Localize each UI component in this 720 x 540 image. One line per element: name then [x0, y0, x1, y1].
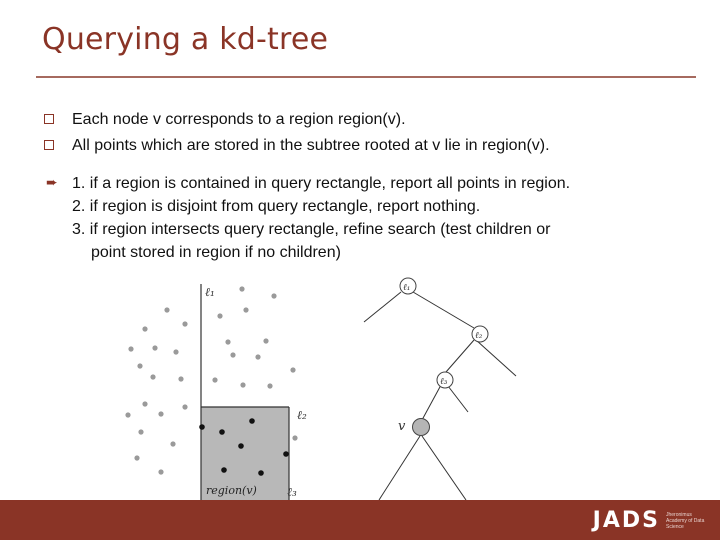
point: [182, 321, 187, 326]
point: [134, 455, 139, 460]
steps-list: [72, 172, 570, 264]
point: [267, 383, 272, 388]
tree-node-l2-label: ℓ₂: [475, 331, 483, 341]
tree-node-v-label: v: [398, 419, 406, 434]
logo-subtitle: Jheronimus Academy of Data Science: [666, 511, 705, 530]
point: [217, 313, 222, 318]
title-divider: [36, 76, 696, 78]
point: [158, 411, 163, 416]
point: [283, 451, 289, 457]
point: [263, 338, 268, 343]
l3-label: ℓ₃: [287, 485, 297, 499]
point: [212, 377, 217, 382]
point: [152, 345, 157, 350]
bullet-text: Each node v corresponds to a region region(v).: [72, 111, 406, 128]
point: [142, 401, 147, 406]
tree-node-v: [413, 419, 430, 436]
point: [158, 469, 163, 474]
point: [219, 429, 225, 435]
tree-node-l1-label: ℓ₁: [403, 283, 411, 293]
point: [150, 374, 155, 379]
jads-logo: [593, 508, 706, 533]
point: [125, 412, 130, 417]
point: [230, 352, 235, 357]
point: [221, 467, 227, 473]
tree-edges: [364, 292, 516, 500]
kd-tree-figure: [0, 276, 720, 500]
footer-bar: [0, 500, 720, 540]
point: [292, 435, 297, 440]
square-bullet-icon: [44, 114, 54, 124]
point: [137, 363, 142, 368]
logo-text: JADS: [592, 508, 660, 533]
step-line: 3. if region intersects query rectangle, refine search (test children or: [72, 221, 551, 238]
arrow-bullet-icon: ➨: [46, 174, 58, 190]
point: [182, 404, 187, 409]
tree-node-l3-label: ℓ₃: [440, 377, 448, 387]
point: [142, 326, 147, 331]
l1-label: ℓ₁: [205, 285, 215, 299]
point: [238, 443, 244, 449]
point: [164, 307, 169, 312]
point: [240, 382, 245, 387]
point: [128, 346, 133, 351]
point: [178, 376, 183, 381]
step-line: 2. if region is disjoint from query rectangle, report nothing.: [72, 198, 481, 215]
step-line: point stored in region if no children): [91, 244, 341, 261]
point: [255, 354, 260, 359]
step-line: 1. if a region is contained in query rectangle, report all points in region.: [72, 175, 571, 192]
region-label: region(v): [206, 484, 257, 497]
point: [258, 470, 264, 476]
point: [138, 429, 143, 434]
square-bullet-icon: [44, 140, 54, 150]
slide-title: Querying a kd-tree: [42, 22, 329, 57]
point: [271, 293, 276, 298]
point: [173, 349, 178, 354]
point: [243, 307, 248, 312]
point: [249, 418, 255, 424]
point: [225, 339, 230, 344]
point: [199, 424, 205, 430]
point: [290, 367, 295, 372]
bullet-text: All points which are stored in the subtree rooted at v lie in region(v).: [72, 137, 550, 154]
point: [170, 441, 175, 446]
point: [239, 286, 244, 291]
l2-label: ℓ₂: [297, 408, 307, 422]
